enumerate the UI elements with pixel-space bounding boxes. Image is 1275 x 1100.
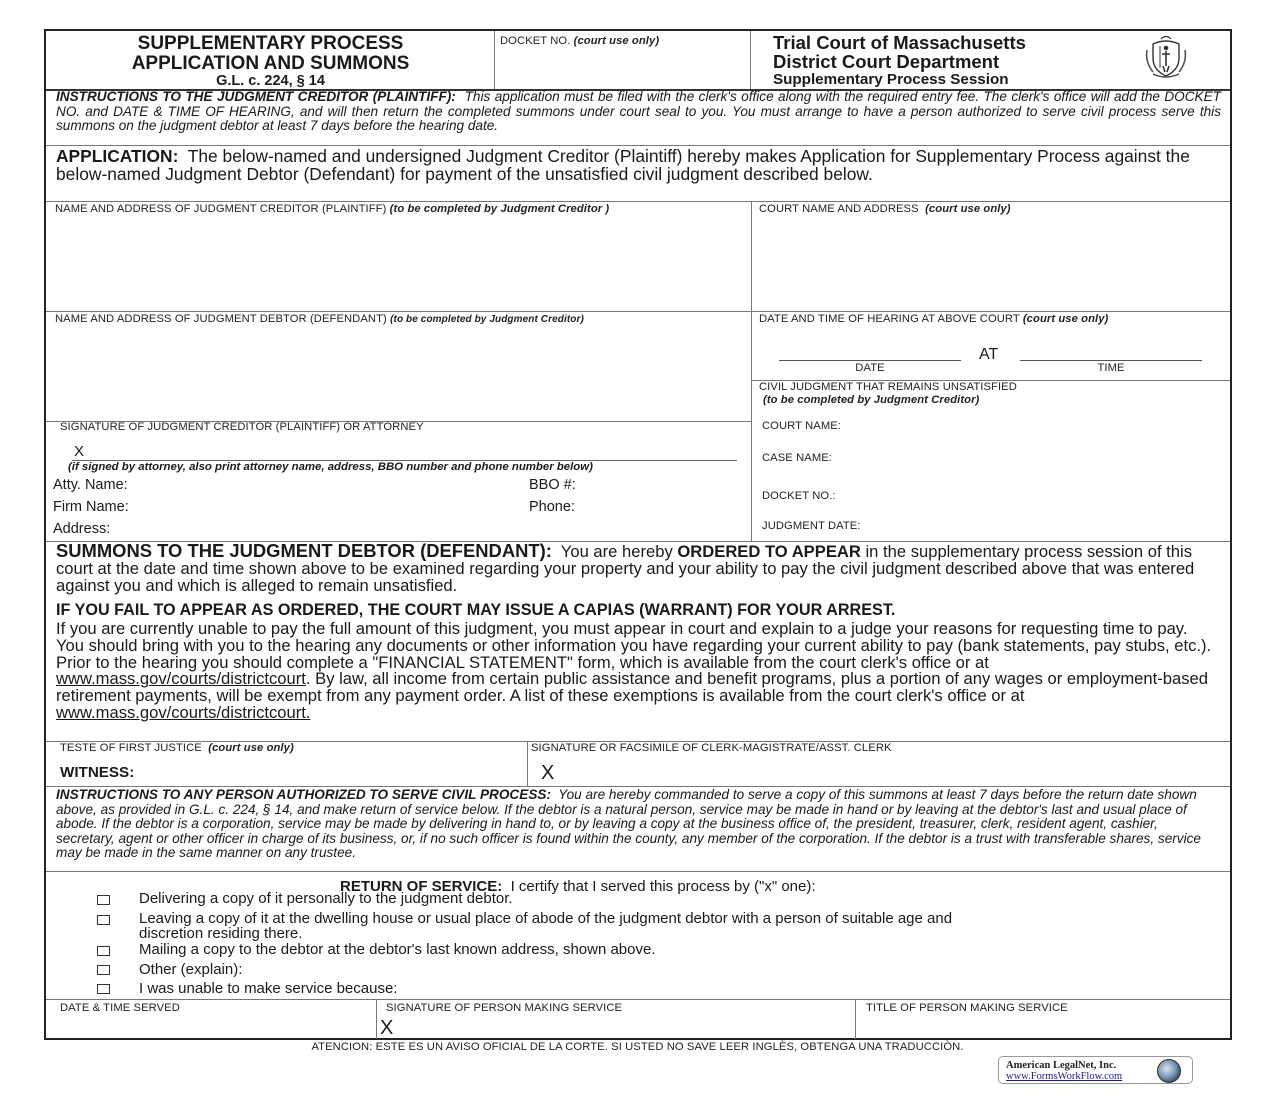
date-time-served-field[interactable]: DATE & TIME SERVED [60, 1002, 180, 1014]
return-of-service-heading: RETURN OF SERVICE: I certify that I served this process by ("x" one): [340, 878, 816, 895]
docket-number-field[interactable] [500, 35, 750, 89]
firm-name-field[interactable]: Firm Name: [53, 499, 129, 515]
court-label: COURT NAME AND ADDRESS [759, 203, 919, 215]
creditor-signature-field[interactable] [72, 439, 737, 461]
massachusetts-seal-icon [1143, 34, 1189, 80]
judgment-court-name-field[interactable]: COURT NAME: [762, 420, 842, 432]
hearing-label: DATE AND TIME OF HEARING AT ABOVE COURT (court use only) [759, 313, 1109, 325]
address-field[interactable]: Address: [53, 521, 111, 537]
court-line2: District Court Department [773, 51, 1000, 72]
vendor-badge[interactable] [998, 1056, 1193, 1084]
court-heading [773, 33, 1026, 88]
summons-paragraph: SUMMONS TO THE JUDGMENT DEBTOR (DEFENDANT): You are hereby ORDERED TO APPEAR in the supplementary process session of this court at the date and time shown above to be examined regarding your property and your ability to pay the civil judgment described above that was entered against you and which is alleged to remain unsatisfied. [56, 540, 1195, 595]
creditor-instructions [56, 90, 1221, 134]
service-option-abode-label-2: discretion residing there. [139, 925, 303, 942]
clerk-signature-label: SIGNATURE OR FACSIMILE OF CLERK-MAGISTRATE/ASST. CLERK [531, 742, 892, 754]
creditor-signature-label: SIGNATURE OF JUDGMENT CREDITOR (PLAINTIFF) OR ATTORNEY [60, 421, 424, 433]
form-statute: G.L. c. 224, § 14 [216, 73, 325, 89]
service-option-mailing-checkbox[interactable] [97, 946, 110, 956]
application-heading: APPLICATION: [56, 146, 179, 166]
hearing-at-label: AT [979, 346, 999, 363]
districtcourt-link-1[interactable]: www.mass.gov/courts/districtcourt [56, 669, 306, 689]
server-signature-field[interactable]: SIGNATURE OF PERSON MAKING SERVICE X [380, 1002, 623, 1039]
hearing-time-caption: TIME [1097, 362, 1125, 374]
service-option-personal-checkbox[interactable] [97, 895, 110, 905]
summons-warning: IF YOU FAIL TO APPEAR AS ORDERED, THE COURT MAY ISSUE A CAPIAS (WARRANT) FOR YOUR ARREST. [56, 601, 896, 619]
docket-note: (court use only) [573, 35, 660, 47]
creditor-label: NAME AND ADDRESS OF JUDGMENT CREDITOR (PLAINTIFF) [55, 203, 387, 215]
creditor-instructions-heading: INSTRUCTIONS TO THE JUDGMENT CREDITOR (PLAINTIFF): [56, 89, 456, 104]
vendor-url-link[interactable]: www.FormsWorkFlow.com [1006, 1071, 1123, 1082]
debtor-label: NAME AND ADDRESS OF JUDGMENT DEBTOR (DEFENDANT) [55, 313, 387, 325]
service-option-other-checkbox[interactable] [97, 965, 110, 975]
server-title-field[interactable]: TITLE OF PERSON MAKING SERVICE [866, 1002, 1068, 1014]
server-instructions [56, 788, 1206, 861]
signature-x-mark: X [74, 443, 85, 460]
vendor-name: American LegalNet, Inc. [1006, 1060, 1117, 1071]
hearing-date-caption: DATE [855, 362, 885, 374]
docket-label: DOCKET NO. [500, 35, 571, 47]
clerk-signature-field[interactable] [541, 762, 1221, 784]
debtor-note: (to be completed by Judgment Creditor) [390, 314, 584, 325]
form-title-line1: SUPPLEMENTARY PROCESS [137, 33, 404, 54]
service-option-personal-label: Delivering a copy of it personally to the judgment debtor. [139, 890, 513, 907]
summons-heading: SUMMONS TO THE JUDGMENT DEBTOR (DEFENDANT): [56, 540, 552, 561]
application-paragraph [56, 148, 1226, 183]
globe-logo-icon [1157, 1059, 1181, 1083]
creditor-name-address-field[interactable] [55, 203, 745, 309]
creditor-note: (to be completed by Judgment Creditor ) [389, 203, 610, 215]
judgment-case-name-field[interactable]: CASE NAME: [762, 452, 833, 464]
teste-label: TESTE OF FIRST JUSTICE (court use only) [60, 742, 294, 754]
ordered-to-appear: ORDERED TO APPEAR [677, 542, 861, 561]
summons-body: If you are currently unable to pay the full amount of this judgment, you must appear in court and explain to a judge your reasons for requesting time to pay. You should bring with you to the hearing any documents or other information you have regarding your current ability to pay (bank statements, pay stubs, etc.). Prior to the hearing you should complete a "FINANCIAL STATEMENT" form, which is available from the court clerk's office or at www.mass.gov/courts/districtcourt. By law, all income from certain public assistance and benefit programs, plus a portion of any wages or employment-based retirement payments, will be exempt from any payment order. A list of these exemptions is available from the court clerk's office or at www.mass.gov/courts/districtcourt. [56, 619, 1212, 722]
server-instructions-body: You are hereby commanded to serve a copy of this summons at least 7 days before the return date shown above, as provided in G.L. c. 224, § 14, and make return of service below. If the debtor is a natural person, service may be made in hand or by leaving at the debtor's last and usual place of abode. If the debtor is a corporation, service may be made by delivering in hand to, or by leaving a copy at the business office of, the president, treasurer, clerk, resident agent, cashier, secretary, agent or other officer in charge of its business, or, if no such officer is found within the county, any member of the corporation. If the debtor is a trust with transferable shares, service may be made in the same manner on any trustee. [56, 787, 1201, 860]
service-option-mailing-label: Mailing a copy to the debtor at the debtor's last known address, shown above. [139, 941, 656, 958]
court-line3: Supplementary Process Session [773, 71, 1009, 88]
attorney-signature-note: (if signed by attorney, also print attorney name, address, BBO number and phone number below) [68, 461, 593, 473]
service-option-abode-label: Leaving a copy of it at the dwelling house or usual place of abode of the judgment debtor with a person of suitable age and [139, 910, 953, 927]
debtor-name-address-field[interactable] [55, 313, 745, 419]
form-title-line2: APPLICATION AND SUMMONS [131, 53, 410, 74]
creditor-instructions-body: This application must be filed with the clerk's office along with the required entry fee. The clerk's office will add the DOCKET NO. and DATE & TIME OF HEARING, and will then return the completed summons under court seal to you. You must arrange to have a person authorized to serve civil process serve this summons on the judgment debtor at least 7 days before the hearing date. [56, 89, 1221, 133]
court-note: (court use only) [925, 203, 1011, 215]
clerk-signature-x-mark: X [541, 762, 555, 784]
server-signature-x-mark: X [380, 1017, 394, 1039]
court-line1: Trial Court of Massachusetts [773, 32, 1026, 53]
witness-field[interactable]: WITNESS: [60, 764, 135, 781]
phone-field[interactable]: Phone: [529, 499, 575, 515]
service-option-other-label: Other (explain): [139, 961, 243, 978]
districtcourt-link-2[interactable]: www.mass.gov/courts/districtcourt. [56, 702, 311, 722]
spanish-notice: ATENCION: ESTE ES UN AVISO OFICIAL DE LA CORTE. SI USTED NO SAVE LEER INGLÈS, OBTENGA UNA TRADUCCIÒN. [311, 1041, 964, 1053]
service-option-unable-checkbox[interactable] [97, 984, 110, 994]
service-option-unable-label: I was unable to make service because: [139, 980, 398, 997]
bbo-number-field[interactable]: BBO #: [529, 477, 576, 493]
server-instructions-heading: INSTRUCTIONS TO ANY PERSON AUTHORIZED TO SERVE CIVIL PROCESS: [56, 787, 551, 802]
civil-judgment-heading: CIVIL JUDGMENT THAT REMAINS UNSATISFIED (to be completed by Judgment Creditor) [759, 381, 1017, 406]
application-body: The below-named and undersigned Judgment Creditor (Plaintiff) hereby makes Application for Supplementary Process against the below-named Judgment Debtor (Defendant) for payment of the unsatisfied civil judgment described below. [56, 146, 1190, 184]
hearing-time-field[interactable] [1020, 343, 1202, 374]
court-name-address-field[interactable] [759, 203, 1224, 309]
service-option-abode-checkbox[interactable] [97, 915, 110, 925]
judgment-date-field[interactable]: JUDGMENT DATE: [762, 520, 861, 532]
judgment-docket-no-field[interactable]: DOCKET NO.: [762, 490, 836, 502]
supplementary-process-form [44, 29, 1232, 1040]
atty-name-field[interactable]: Atty. Name: [53, 477, 128, 493]
hearing-date-field[interactable] [779, 343, 961, 374]
form-title [46, 34, 495, 89]
